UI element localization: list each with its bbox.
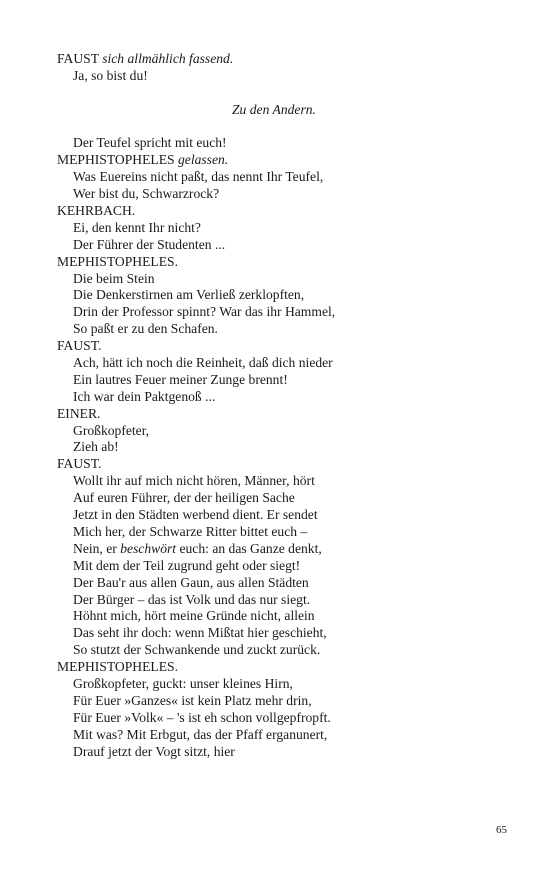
stage-direction: Zu den Andern. — [232, 101, 316, 117]
verse-line: Wollt ihr auf mich nicht hören, Männer, hört — [73, 473, 315, 489]
verse-line: Die Denkerstirnen am Verließ zerklopften, — [73, 287, 305, 303]
verse-line: Höhnt mich, hört meine Gründe nicht, allein — [73, 608, 315, 624]
speaker-label: MEPHISTOPHELES. — [57, 253, 178, 269]
emphasized-word: beschwört — [120, 540, 177, 556]
blank-line — [57, 85, 497, 102]
verse-line: Ich war dein Paktgenoß ... — [73, 388, 216, 404]
verse-line: Der Führer der Studenten ... — [73, 236, 226, 252]
speaker-label: MEPHISTOPHELES — [57, 152, 178, 168]
play-text — [57, 51, 497, 760]
speaker-name — [57, 659, 497, 676]
speaker-name — [57, 406, 497, 423]
speaker-label: FAUST. — [57, 338, 102, 354]
verse-line: Auf euren Führer, der der heiligen Sache — [73, 490, 295, 506]
verse-line: Für Euer »Volk« – 's ist eh schon vollgepfropft. — [73, 709, 331, 725]
verse-line: Wer bist du, Schwarzrock? — [73, 186, 220, 202]
speaker-label: EINER. — [57, 405, 101, 421]
verse-line: Drauf jetzt der Vogt sitzt, hier — [73, 743, 235, 759]
speaker-name — [57, 254, 497, 271]
verse-line: Der Teufel spricht mit euch! — [73, 135, 227, 151]
verse-line: Der Bau'r aus allen Gaun, aus allen Städten — [73, 574, 309, 590]
verse-line: Großkopfeter, guckt: unser kleines Hirn, — [73, 675, 293, 691]
verse-line: Jetzt in den Städten werbend dient. Er sendet — [73, 507, 318, 523]
verse-text: euch: an das Ganze denkt, — [176, 540, 322, 556]
verse-line: Mich her, der Schwarze Ritter bittet euch – — [73, 523, 308, 539]
blank-line — [57, 119, 497, 136]
verse-line: Mit dem der Teil zugrund geht oder siegt! — [73, 557, 301, 573]
verse-line — [57, 541, 497, 558]
verse-text: Nein, er — [73, 540, 121, 556]
speaker-name — [57, 338, 497, 355]
verse-line: So paßt er zu den Schafen. — [73, 321, 218, 337]
verse-line: Zieh ab! — [73, 439, 119, 455]
verse-line: So stutzt der Schwankende und zuckt zurück. — [73, 642, 321, 658]
speaker-name — [57, 456, 497, 473]
stage-note: gelassen. — [177, 152, 229, 168]
verse-line: Ja, so bist du! — [73, 67, 148, 83]
speaker-name — [57, 51, 497, 68]
verse-line: Was Euereins nicht paßt, das nennt Ihr Teufel, — [73, 169, 324, 185]
verse-line: Die beim Stein — [73, 270, 155, 286]
verse-line: Ein lautres Feuer meiner Zunge brennt! — [73, 371, 288, 387]
verse-line: Ach, hätt ich noch die Reinheit, daß dich nieder — [73, 355, 333, 371]
speaker-name — [57, 203, 497, 220]
speaker-label: FAUST. — [57, 456, 102, 472]
verse-line: Für Euer »Ganzes« ist kein Platz mehr drin, — [73, 692, 312, 708]
speaker-name — [57, 152, 497, 169]
stage-note: sich allmählich fassend. — [102, 51, 234, 66]
verse-line: Mit was? Mit Erbgut, das der Pfaff erganunert, — [73, 726, 328, 742]
verse-line: Ei, den kennt Ihr nicht? — [73, 219, 201, 235]
speaker-label: MEPHISTOPHELES. — [57, 659, 178, 675]
verse-line: Das seht ihr doch: wenn Mißtat hier geschieht, — [73, 625, 327, 641]
verse-line: Großkopfeter, — [73, 422, 150, 438]
verse-line: Der Bürger – das ist Volk und das nur siegt. — [73, 591, 311, 607]
speaker-label: KEHRBACH. — [57, 203, 136, 219]
page-number: 65 — [496, 824, 507, 836]
speaker-label: FAUST — [57, 51, 103, 66]
verse-line: Drin der Professor spinnt? War das ihr Hammel, — [73, 304, 336, 320]
